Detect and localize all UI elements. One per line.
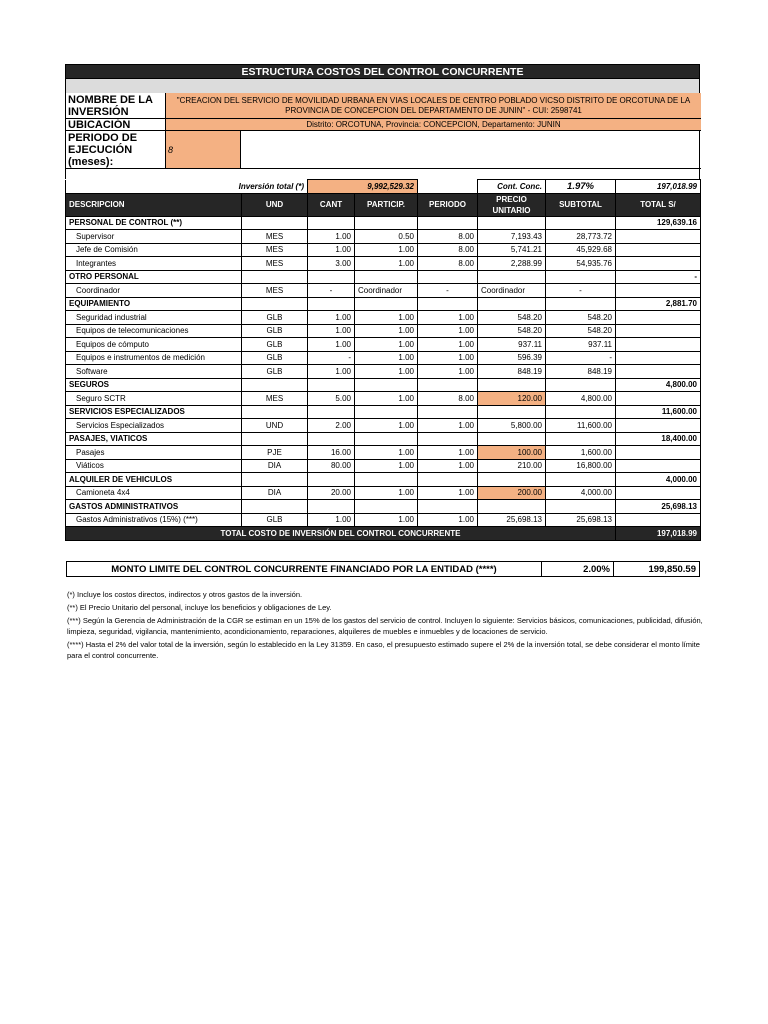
footnote: (*) Incluye los costos directos, indirectos y otros gastos de la inversión. (67, 590, 303, 599)
col-precio-unitario: PRECIO UNITARIO (478, 193, 546, 216)
section-row (66, 473, 701, 487)
empty-cell (616, 513, 701, 527)
table-row (66, 446, 701, 460)
empty-cell (478, 216, 546, 230)
spacer-row (65, 169, 700, 179)
item-subtotal: 848.19 (546, 365, 616, 379)
item-subtotal: 54,935.76 (546, 257, 616, 271)
section-total: 11,600.00 (616, 405, 701, 419)
nombre-value: "CREACION DEL SERVICIO DE MOVILIDAD URBANA EN VIAS LOCALES DE CENTRO POBLADO VICSO DISTRITO DE ORCOTUNA DE LA PROVINCIA DE CONCEPCION DEL DEPARTAMENTO DE JUNIN" - CUI: 2598741 (166, 93, 701, 119)
item-period: 1.00 (418, 324, 478, 338)
section-name: GASTOS ADMINISTRATIVOS (66, 500, 242, 514)
empty-cell (616, 243, 701, 257)
item-period: 8.00 (418, 257, 478, 271)
item-subtotal: 25,698.13 (546, 513, 616, 527)
ubicacion-label: UBICACIÓN (66, 119, 166, 131)
empty-cell (355, 378, 418, 392)
empty-cell (478, 270, 546, 284)
item-unit: MES (242, 230, 308, 244)
section-row (66, 297, 701, 311)
item-unit-price: 210.00 (478, 459, 546, 473)
table-row (66, 351, 701, 365)
item-description: Equipos e instrumentos de medición (66, 351, 242, 365)
col-periodo: PERIODO (418, 193, 478, 216)
item-unit: GLB (242, 338, 308, 352)
empty-cell (478, 473, 546, 487)
empty-cell (616, 257, 701, 271)
section-row (66, 405, 701, 419)
table-row (66, 230, 701, 244)
col-total: TOTAL S/ (616, 193, 701, 216)
empty-cell (418, 473, 478, 487)
section-name: ALQUILER DE VEHICULOS (66, 473, 242, 487)
empty-cell (242, 378, 308, 392)
section-name: PERSONAL DE CONTROL (**) (66, 216, 242, 230)
empty-cell (308, 297, 355, 311)
nombre-label: NOMBRE DE LA INVERSIÓN (66, 93, 166, 119)
item-subtotal: - (546, 284, 616, 298)
item-period: 1.00 (418, 338, 478, 352)
table-header-row (66, 193, 701, 216)
empty-cell (308, 270, 355, 284)
empty-cell (616, 446, 701, 460)
empty-cell (546, 270, 616, 284)
item-participation: 1.00 (355, 311, 418, 325)
section-row (66, 500, 701, 514)
item-unit-price: 937.11 (478, 338, 546, 352)
footnotes (67, 589, 707, 663)
item-unit: MES (242, 284, 308, 298)
item-participation: 1.00 (355, 392, 418, 406)
table-row (66, 257, 701, 271)
item-unit-price: 5,800.00 (478, 419, 546, 433)
item-participation: 1.00 (355, 459, 418, 473)
section-name: EQUIPAMIENTO (66, 297, 242, 311)
col-subtotal: SUBTOTAL (546, 193, 616, 216)
item-participation: 0.50 (355, 230, 418, 244)
table-row (66, 392, 701, 406)
empty-cell (242, 500, 308, 514)
item-description: Seguro SCTR (66, 392, 242, 406)
grand-total-value: 197,018.99 (616, 527, 701, 541)
table-row (66, 243, 701, 257)
item-unit: GLB (242, 513, 308, 527)
table-row (66, 459, 701, 473)
empty-cell (478, 432, 546, 446)
section-name: OTRO PERSONAL (66, 270, 242, 284)
empty-cell (418, 270, 478, 284)
item-participation: 1.00 (355, 351, 418, 365)
section-total: 4,000.00 (616, 473, 701, 487)
item-participation: 1.00 (355, 243, 418, 257)
table-row (66, 513, 701, 527)
empty-cell (616, 351, 701, 365)
empty-cell (616, 311, 701, 325)
limit-box (66, 561, 699, 577)
empty-cell (242, 432, 308, 446)
item-quantity: 1.00 (308, 513, 355, 527)
item-description: Software (66, 365, 242, 379)
section-row (66, 270, 701, 284)
limit-label: MONTO LIMITE DEL CONTROL CONCURRENTE FINANCIADO POR LA ENTIDAD (****) (67, 562, 542, 577)
item-quantity: 1.00 (308, 243, 355, 257)
item-subtotal: 16,800.00 (546, 459, 616, 473)
item-description: Equipos de cómputo (66, 338, 242, 352)
cost-structure-sheet (65, 64, 700, 541)
table-row (66, 324, 701, 338)
item-subtotal: 937.11 (546, 338, 616, 352)
empty-cell (242, 405, 308, 419)
section-name: PASAJES, VIATICOS (66, 432, 242, 446)
empty-cell (242, 216, 308, 230)
empty-cell (616, 392, 701, 406)
footnote: (****) Hasta el 2% del valor total de la inversión, según lo establecido en la Ley 31359. En caso, el presupuesto estimado supere el 2% de la inversión total, se debe considerar el monto límite para el control concurrente. (67, 640, 700, 660)
empty-cell (418, 500, 478, 514)
empty-cell (355, 432, 418, 446)
footnote: (***) Según la Gerencia de Administración de la CGR se estiman en un 15% de los gastos del servicio de control. Incluyen lo siguiente: Servicios básicos, comunicaciones, publicidad, difusión, limpieza, seguridad, vigilancia, mantenimiento, acondicionamiento, reparaciones, alquileres de muebles e inmuebles y de locaciones de servicio. (67, 616, 703, 636)
empty-cell (418, 405, 478, 419)
item-unit: MES (242, 392, 308, 406)
item-period: 1.00 (418, 513, 478, 527)
table-row (66, 338, 701, 352)
item-subtotal: - (546, 351, 616, 365)
item-unit-price: 100.00 (478, 446, 546, 460)
item-participation: Coordinador (355, 284, 418, 298)
item-participation: 1.00 (355, 419, 418, 433)
cont-conc-pct: 1.97% (546, 180, 616, 194)
item-quantity: 20.00 (308, 486, 355, 500)
empty-cell (242, 473, 308, 487)
col-particip: PARTICIP. (355, 193, 418, 216)
item-unit-price: 200.00 (478, 486, 546, 500)
item-period: 1.00 (418, 365, 478, 379)
item-participation: 1.00 (355, 338, 418, 352)
item-description: Supervisor (66, 230, 242, 244)
item-period: 1.00 (418, 486, 478, 500)
limit-pct: 2.00% (542, 562, 614, 577)
col-descripcion: DESCRIPCION (66, 193, 242, 216)
empty-cell (616, 230, 701, 244)
empty-cell (308, 378, 355, 392)
header-strip (65, 79, 700, 93)
section-total: 4,800.00 (616, 378, 701, 392)
empty-cell (355, 297, 418, 311)
item-quantity: - (308, 351, 355, 365)
grand-total-label: TOTAL COSTO DE INVERSIÓN DEL CONTROL CONCURRENTE (66, 527, 616, 541)
item-quantity: 1.00 (308, 311, 355, 325)
cont-conc-total: 197,018.99 (616, 180, 701, 194)
item-description: Camioneta 4x4 (66, 486, 242, 500)
empty-cell (616, 459, 701, 473)
item-period: 1.00 (418, 351, 478, 365)
empty-cell (355, 270, 418, 284)
empty-cell (616, 486, 701, 500)
item-unit-price: Coordinador (478, 284, 546, 298)
col-und: UND (242, 193, 308, 216)
periodo-label: PERIODO DE EJECUCIÓN (meses): (66, 131, 166, 169)
item-unit-price: 596.39 (478, 351, 546, 365)
item-subtotal: 548.20 (546, 311, 616, 325)
section-total: 129,639.16 (616, 216, 701, 230)
item-unit-price: 5,741.21 (478, 243, 546, 257)
table-row (66, 486, 701, 500)
empty-cell (546, 432, 616, 446)
empty-cell (616, 365, 701, 379)
empty-cell (546, 405, 616, 419)
item-quantity: 1.00 (308, 324, 355, 338)
empty-cell (308, 500, 355, 514)
item-unit: PJE (242, 446, 308, 460)
item-unit: GLB (242, 324, 308, 338)
empty-cell (308, 405, 355, 419)
empty-cell (242, 270, 308, 284)
item-period: - (418, 284, 478, 298)
item-quantity: 3.00 (308, 257, 355, 271)
empty-cell (616, 419, 701, 433)
item-description: Jefe de Comisión (66, 243, 242, 257)
empty-cell (546, 378, 616, 392)
empty-cell (418, 378, 478, 392)
empty-cell (418, 297, 478, 311)
item-quantity: 1.00 (308, 230, 355, 244)
item-participation: 1.00 (355, 324, 418, 338)
empty-cell (546, 500, 616, 514)
item-unit-price: 2,288.99 (478, 257, 546, 271)
section-name: SEGUROS (66, 378, 242, 392)
item-unit: MES (242, 257, 308, 271)
item-subtotal: 4,800.00 (546, 392, 616, 406)
item-subtotal: 45,929.68 (546, 243, 616, 257)
item-period: 1.00 (418, 446, 478, 460)
empty-cell (616, 338, 701, 352)
section-total: 2,881.70 (616, 297, 701, 311)
item-quantity: 5.00 (308, 392, 355, 406)
item-subtotal: 1,600.00 (546, 446, 616, 460)
item-unit-price: 25,698.13 (478, 513, 546, 527)
item-period: 1.00 (418, 311, 478, 325)
item-description: Gastos Administrativos (15%) (***) (66, 513, 242, 527)
empty-cell (308, 432, 355, 446)
item-unit: GLB (242, 311, 308, 325)
empty-cell (308, 216, 355, 230)
item-description: Seguridad industrial (66, 311, 242, 325)
empty-cell (616, 324, 701, 338)
empty-cell (478, 297, 546, 311)
grand-total-row (66, 527, 701, 541)
item-description: Viáticos (66, 459, 242, 473)
periodo-cell (166, 131, 701, 169)
item-description: Equipos de telecomunicaciones (66, 324, 242, 338)
section-name: SERVICIOS ESPECIALIZADOS (66, 405, 242, 419)
empty-cell (418, 432, 478, 446)
item-unit-price: 7,193.43 (478, 230, 546, 244)
item-unit: DIA (242, 486, 308, 500)
section-total: - (616, 270, 701, 284)
item-subtotal: 4,000.00 (546, 486, 616, 500)
item-unit: DIA (242, 459, 308, 473)
cont-conc-label: Cont. Conc. (478, 180, 546, 194)
col-cant: CANT (308, 193, 355, 216)
item-subtotal: 11,600.00 (546, 419, 616, 433)
section-row (66, 378, 701, 392)
sheet-title: ESTRUCTURA COSTOS DEL CONTROL CONCURRENTE (65, 64, 700, 79)
empty-cell (546, 473, 616, 487)
empty-cell (242, 297, 308, 311)
item-subtotal: 548.20 (546, 324, 616, 338)
item-unit: MES (242, 243, 308, 257)
item-subtotal: 28,773.72 (546, 230, 616, 244)
item-participation: 1.00 (355, 446, 418, 460)
item-unit: GLB (242, 365, 308, 379)
item-unit-price: 848.19 (478, 365, 546, 379)
investment-info (65, 93, 700, 169)
empty-cell (546, 297, 616, 311)
item-quantity: 1.00 (308, 365, 355, 379)
item-quantity: 16.00 (308, 446, 355, 460)
section-total: 18,400.00 (616, 432, 701, 446)
item-description: Coordinador (66, 284, 242, 298)
item-quantity: 80.00 (308, 459, 355, 473)
item-description: Integrantes (66, 257, 242, 271)
investment-label: Inversión total (*) (66, 180, 308, 194)
item-quantity: 1.00 (308, 338, 355, 352)
table-row (66, 284, 701, 298)
item-unit-price: 548.20 (478, 324, 546, 338)
investment-value: 9,992,529.32 (308, 180, 418, 194)
item-participation: 1.00 (355, 513, 418, 527)
empty-cell (616, 284, 701, 298)
empty-cell (478, 405, 546, 419)
empty-cell (355, 473, 418, 487)
section-row (66, 216, 701, 230)
table-row (66, 365, 701, 379)
item-period: 8.00 (418, 230, 478, 244)
item-description: Pasajes (66, 446, 242, 460)
section-row (66, 432, 701, 446)
item-unit-price: 120.00 (478, 392, 546, 406)
empty-cell (355, 405, 418, 419)
cost-table (65, 179, 701, 541)
section-total: 25,698.13 (616, 500, 701, 514)
empty-cell (418, 216, 478, 230)
item-unit: GLB (242, 351, 308, 365)
item-participation: 1.00 (355, 365, 418, 379)
item-period: 8.00 (418, 392, 478, 406)
empty-cell (355, 500, 418, 514)
item-quantity: 2.00 (308, 419, 355, 433)
item-participation: 1.00 (355, 257, 418, 271)
item-period: 8.00 (418, 243, 478, 257)
item-period: 1.00 (418, 459, 478, 473)
item-quantity: - (308, 284, 355, 298)
item-period: 1.00 (418, 419, 478, 433)
empty-cell (478, 378, 546, 392)
table-row (66, 419, 701, 433)
empty-cell (546, 216, 616, 230)
limit-value: 199,850.59 (614, 562, 700, 577)
ubicacion-value: Distrito: ORCOTUNA, Provincia: CONCEPCION, Departamento: JUNIN (166, 119, 701, 131)
investment-total-row (66, 180, 701, 194)
item-unit: UND (242, 419, 308, 433)
item-unit-price: 548.20 (478, 311, 546, 325)
item-description: Servicios Especializados (66, 419, 242, 433)
empty-cell (308, 473, 355, 487)
empty-cell (478, 500, 546, 514)
empty-cell (355, 216, 418, 230)
item-participation: 1.00 (355, 486, 418, 500)
footnote: (**) El Precio Unitario del personal, incluye los beneficios y obligaciones de Ley. (67, 603, 332, 612)
periodo-value: 8 (166, 131, 241, 168)
table-row (66, 311, 701, 325)
